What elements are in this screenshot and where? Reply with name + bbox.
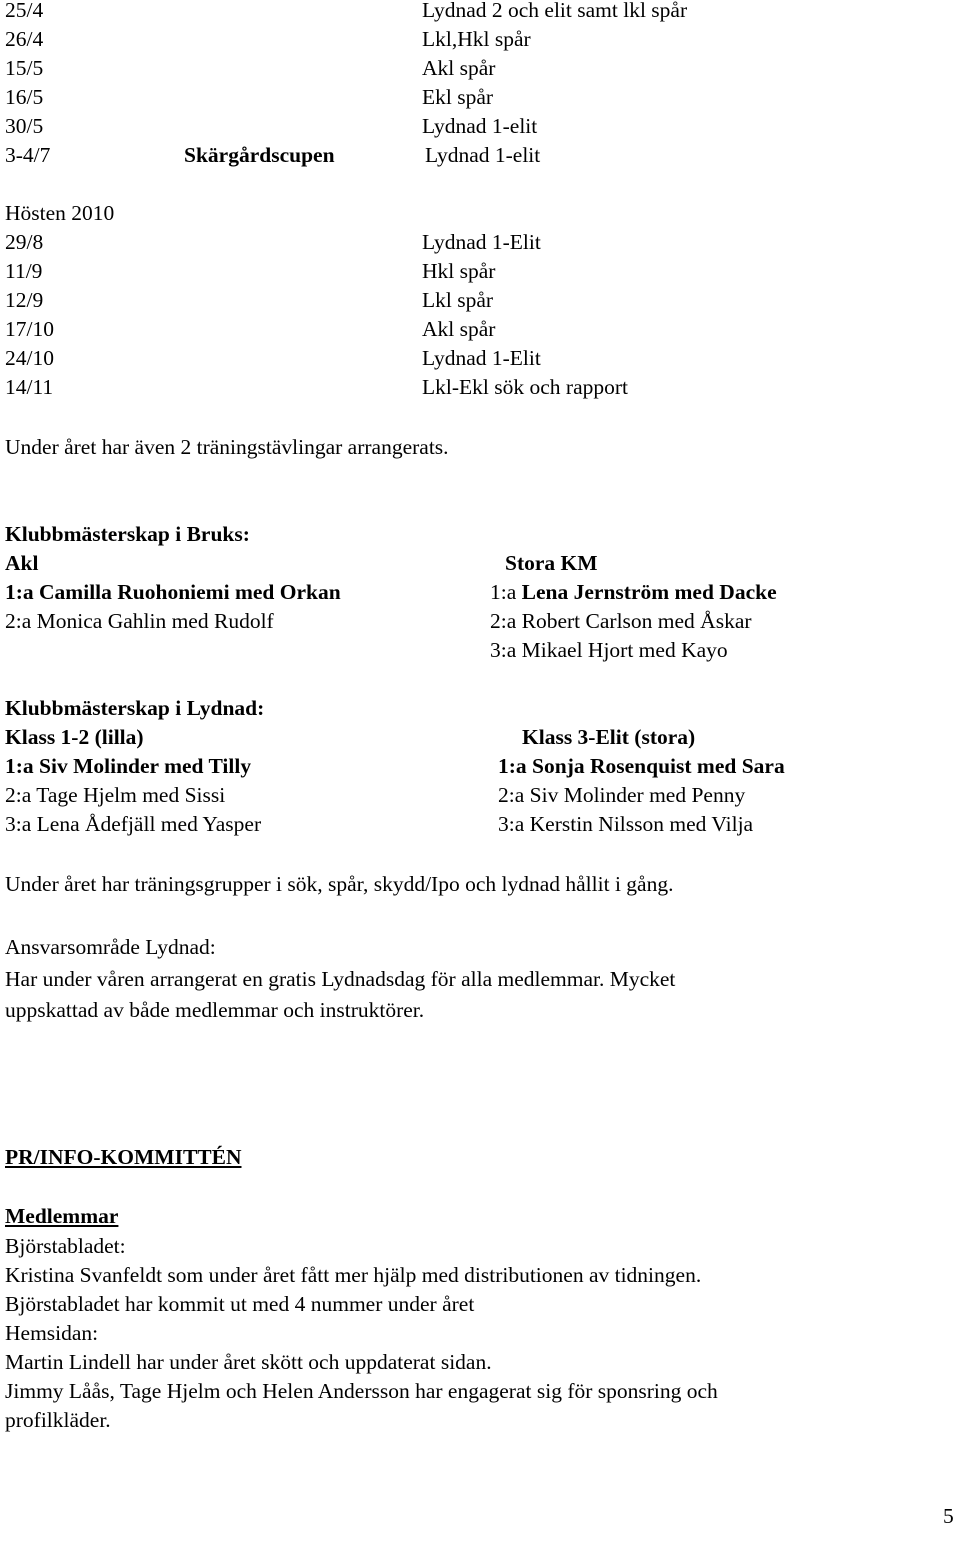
- km-bruks-right-second: 2:a Robert Carlson med Åskar: [490, 609, 752, 633]
- km-lydnad-right-class: Klass 3-Elit (stora): [522, 725, 696, 749]
- pr-line: Björstabladet:: [5, 1234, 126, 1258]
- schedule-date: 29/8: [5, 230, 44, 254]
- km-lydnad-left-third: 3:a Lena Ådefjäll med Yasper: [5, 812, 262, 836]
- schedule-type: Akl spår: [422, 317, 496, 341]
- km-bruks-right-third: 3:a Mikael Hjort med Kayo: [490, 638, 728, 662]
- km-bruks-left-second: 2:a Monica Gahlin med Rudolf: [5, 609, 274, 633]
- schedule-type: Hkl spår: [422, 259, 496, 283]
- schedule-event: Skärgårdscupen: [184, 143, 335, 167]
- km-bruks-right-class: Stora KM: [505, 551, 598, 575]
- schedule-date: 24/10: [5, 346, 54, 370]
- km-bruks-right-first: [490, 578, 777, 607]
- km-bruks-heading: Klubbmästerskap i Bruks:: [5, 522, 250, 546]
- schedule-type: Akl spår: [422, 56, 496, 80]
- schedule-date: 26/4: [5, 27, 44, 51]
- training-groups-note: Under året har träningsgrupper i sök, spår, skydd/Ipo och lydnad hållit i gång.: [5, 872, 674, 896]
- training-competitions-note: Under året har även 2 träningstävlingar arrangerats.: [5, 435, 449, 459]
- pr-line: Kristina Svanfeldt som under året fått mer hjälp med distributionen av tidningen.: [5, 1263, 702, 1287]
- pr-line: Björstabladet har kommit ut med 4 nummer under året: [5, 1292, 475, 1316]
- schedule-type: Lydnad 1-Elit: [422, 230, 541, 254]
- schedule-date: 30/5: [5, 114, 44, 138]
- km-lydnad-right-first: 1:a Sonja Rosenquist med Sara: [498, 754, 785, 778]
- schedule-date: 12/9: [5, 288, 44, 312]
- schedule-date: 14/11: [5, 375, 54, 399]
- responsibility-heading: Ansvarsområde Lydnad:: [5, 935, 216, 959]
- winner-name: Lena Jernström med Dacke: [521, 580, 777, 604]
- km-bruks-left-class: Akl: [5, 551, 39, 575]
- schedule-type: Lkl spår: [422, 288, 494, 312]
- pr-line: Hemsidan:: [5, 1321, 99, 1345]
- schedule-type: Lydnad 2 och elit samt lkl spår: [422, 0, 688, 22]
- responsibility-line: uppskattad av både medlemmar och instruktörer.: [5, 998, 425, 1022]
- km-lydnad-left-second: 2:a Tage Hjelm med Sissi: [5, 783, 226, 807]
- km-lydnad-left-class: Klass 1-2 (lilla): [5, 725, 144, 749]
- pr-info-heading: PR/INFO-KOMMITTÉN: [5, 1145, 242, 1169]
- km-bruks-left-first: 1:a Camilla Ruohoniemi med Orkan: [5, 580, 341, 604]
- responsibility-line: Har under våren arrangerat en gratis Lydnadsdag för alla medlemmar. Mycket: [5, 967, 676, 991]
- place-prefix: 1:a: [490, 580, 522, 604]
- km-lydnad-left-first: 1:a Siv Molinder med Tilly: [5, 754, 252, 778]
- schedule-type: Lydnad 1-Elit: [422, 346, 541, 370]
- schedule-type: Lydnad 1-elit: [422, 114, 538, 138]
- pr-line: Jimmy Låås, Tage Hjelm och Helen Andersson har engagerat sig för sponsring och: [5, 1379, 718, 1403]
- pr-line: Martin Lindell har under året skött och uppdaterat sidan.: [5, 1350, 492, 1374]
- autumn-heading: Hösten 2010: [5, 201, 115, 225]
- km-lydnad-right-second: 2:a Siv Molinder med Penny: [498, 783, 746, 807]
- schedule-date: 15/5: [5, 56, 44, 80]
- schedule-type: Lydnad 1-elit: [425, 143, 541, 167]
- schedule-type: Lkl-Ekl sök och rapport: [422, 375, 628, 399]
- schedule-date: 25/4: [5, 0, 44, 22]
- page-number: 5: [943, 1504, 954, 1528]
- members-subheading: Medlemmar: [5, 1204, 119, 1228]
- km-lydnad-right-third: 3:a Kerstin Nilsson med Vilja: [498, 812, 754, 836]
- schedule-date: 11/9: [5, 259, 43, 283]
- pr-line: profilkläder.: [5, 1408, 111, 1432]
- schedule-date: 17/10: [5, 317, 54, 341]
- schedule-date: 16/5: [5, 85, 44, 109]
- schedule-type: Ekl spår: [422, 85, 494, 109]
- schedule-type: Lkl,Hkl spår: [422, 27, 531, 51]
- km-lydnad-heading: Klubbmästerskap i Lydnad:: [5, 696, 265, 720]
- schedule-date: 3-4/7: [5, 143, 51, 167]
